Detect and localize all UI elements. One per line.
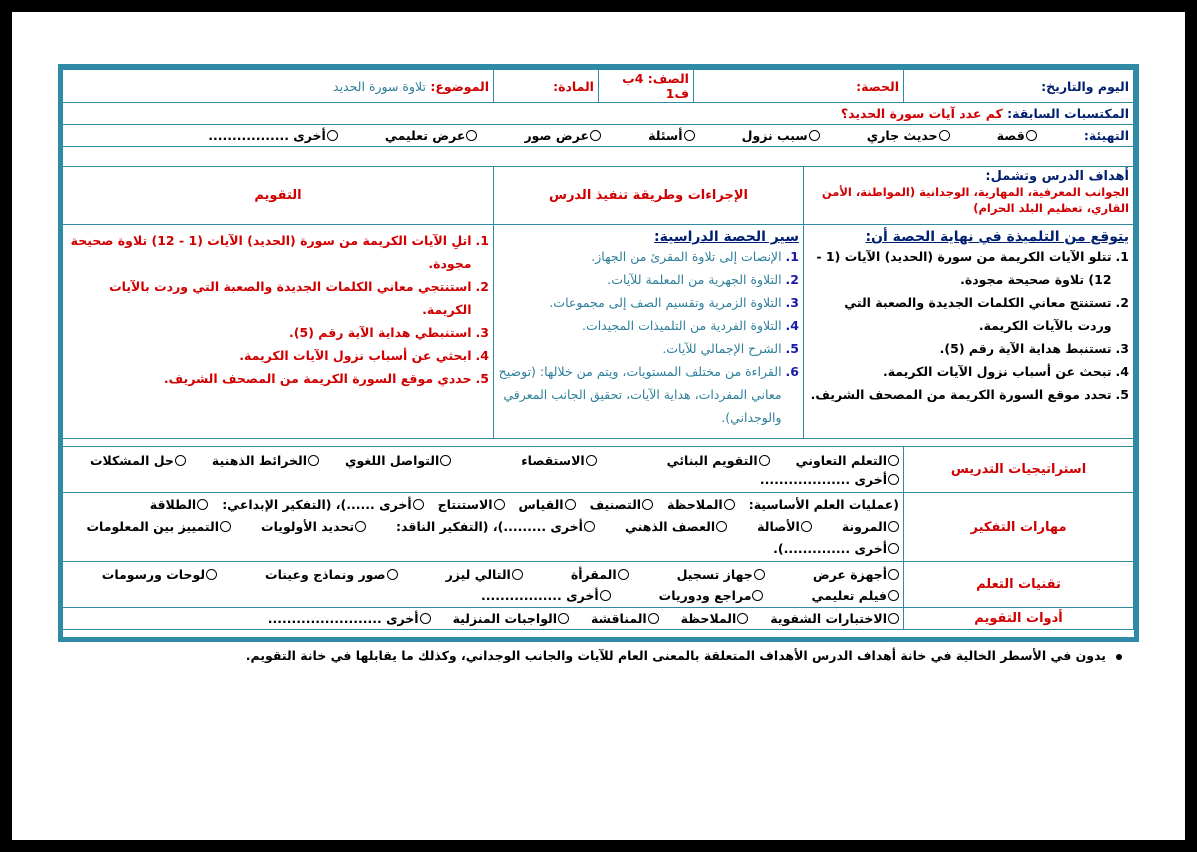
radio-icon[interactable] [600, 590, 611, 601]
thinking-prefix: (عمليات العلم الأساسية: [748, 497, 899, 512]
strategy-option[interactable]: التعلم التعاوني [796, 453, 899, 468]
technique-option[interactable]: فيلم تعليمي [811, 585, 899, 606]
goal-item: 4. تبحث عن أسباب نزول الآيات الكريمة. [882, 364, 1129, 379]
page [12, 12, 1185, 840]
strategy-option[interactable]: التواصل اللغوي [345, 453, 451, 468]
radio-icon[interactable] [512, 569, 523, 580]
radio-icon[interactable] [888, 543, 899, 554]
assessment-option[interactable]: الملاحظة [681, 611, 749, 626]
evaluation-item: 5. حددي موقع السورة الكريمة من المصحف الشريف. [163, 371, 489, 386]
technique-option[interactable]: أجهزة عرض [813, 564, 899, 585]
spacer-row [62, 439, 1133, 447]
blank-row [62, 147, 1133, 167]
column-titles-row [62, 167, 1133, 225]
radio-icon[interactable] [327, 130, 338, 141]
thinking-option[interactable]: المرونة [842, 516, 899, 538]
assessment-option[interactable]: أخرى ........................ [268, 611, 431, 626]
techniques-label: تقنيات التعلم [904, 562, 1134, 608]
thinking-option[interactable]: القياس [519, 494, 576, 516]
topic-value: تلاوة سورة الحديد [333, 78, 426, 94]
evaluation-item: 1. اتلِ الآيات الكريمة من سورة (الحديد) الآيات (1 - 12) تلاوة صحيحة مجودة. [70, 233, 489, 271]
technique-option[interactable]: لوحات ورسومات [102, 564, 217, 585]
radio-icon[interactable] [888, 613, 899, 624]
class-cell [598, 70, 693, 103]
strategies-row [62, 447, 1133, 493]
warmup-option[interactable]: عرض صور [524, 128, 601, 143]
procedures-cell [493, 225, 803, 439]
radio-icon[interactable] [440, 455, 451, 466]
warmup-option[interactable]: أخرى ................. [208, 128, 338, 143]
header-row [62, 70, 1133, 103]
radio-icon[interactable] [737, 613, 748, 624]
warmup-cell [62, 125, 1133, 147]
procedure-item: 6. القراءة من مختلف المستويات، ويتم من خلالها: (توضيح معاني المفردات، هداية الآيات، تحقيق الجانب المعرفي والوجداني). [498, 364, 799, 425]
thinking-option[interactable]: الملاحظة [667, 494, 735, 516]
assessment-option[interactable]: الاختبارات الشفوية [770, 611, 899, 626]
radio-icon[interactable] [888, 455, 899, 466]
procedure-item: 1. الإنصات إلى تلاوة المقرئ من الجهاز. [591, 249, 799, 264]
radio-icon[interactable] [642, 499, 653, 510]
radio-icon[interactable] [888, 521, 899, 532]
radio-icon[interactable] [466, 130, 477, 141]
radio-icon[interactable] [565, 499, 576, 510]
warmup-option[interactable]: قصة [997, 128, 1037, 143]
prior-row [62, 103, 1133, 125]
radio-icon[interactable] [888, 474, 899, 485]
subject-cell [493, 70, 598, 103]
thinking-option[interactable]: أخرى ......)، (التفكير الإبداعي: [222, 494, 423, 516]
thinking-other-option[interactable]: أخرى ..............). [773, 538, 899, 560]
assessment-option[interactable]: المناقشة [591, 611, 659, 626]
strategy-option[interactable]: حل المشكلات [90, 453, 186, 468]
procedure-item: 5. الشرح الإجمالي للآيات. [662, 341, 799, 356]
footnote [72, 648, 1122, 663]
content-row [62, 225, 1133, 439]
radio-icon[interactable] [387, 569, 398, 580]
radio-icon[interactable] [584, 521, 595, 532]
radio-icon[interactable] [752, 590, 763, 601]
class-label: الصف: 4ب ف1 [622, 71, 689, 101]
topic-cell [62, 70, 493, 103]
procedures-intro: سير الحصة الدراسية: [654, 229, 799, 245]
radio-icon[interactable] [558, 613, 569, 624]
warmup-row [62, 125, 1133, 147]
assessment-row [62, 608, 1133, 630]
subject-label: المادة: [553, 78, 594, 94]
lesson-plan-frame [58, 64, 1139, 642]
radio-icon[interactable] [590, 130, 601, 141]
radio-icon[interactable] [586, 455, 597, 466]
technique-option[interactable]: جهاز تسجيل [677, 564, 765, 585]
assessment-option[interactable]: الواجبات المنزلية [453, 611, 569, 626]
warmup-option[interactable]: حديث جاري [867, 128, 950, 143]
prior-cell [62, 103, 1133, 125]
thinking-row [62, 493, 1133, 562]
techniques-options-cell [62, 562, 903, 608]
radio-icon[interactable] [420, 613, 431, 624]
radio-icon[interactable] [809, 130, 820, 141]
thinking-option[interactable]: الاستنتاج [438, 494, 505, 516]
goals-intro: يتوقع من التلميذة في نهاية الحصة أن: [865, 229, 1129, 245]
thinking-label: مهارات التفكير [904, 493, 1134, 562]
prior-label: المكتسبات السابقة: [1007, 106, 1129, 121]
procedure-item: 3. التلاوة الزمرية وتقسيم الصف إلى مجموعات. [549, 295, 799, 310]
technique-option[interactable]: التالي ليزر [446, 564, 523, 585]
assessment-label: أدوات التقويم [904, 608, 1134, 630]
procedures-title: الإجراءات وطريقة تنفيذ الدرس [493, 167, 803, 225]
assessment-options-cell [62, 608, 903, 630]
procedure-item: 2. التلاوة الجهرية من المعلمة للآيات. [607, 272, 799, 287]
warmup-option[interactable]: سبب نزول [742, 128, 820, 143]
bullet-icon [1116, 654, 1122, 660]
radio-icon[interactable] [220, 521, 231, 532]
technique-option[interactable]: المقرأة [571, 564, 629, 585]
thinking-option[interactable]: العصف الذهني [625, 516, 727, 538]
warmup-option[interactable]: عرض تعليمي [385, 128, 477, 143]
radio-icon[interactable] [648, 613, 659, 624]
footnote-text: يدون في الأسطر الخالية في خانة أهداف الدرس الأهداف المتعلقة بالمعنى العام للآيات والجانب الوجداني، وكذلك ما يقابلها في خانة التقويم. [245, 648, 1106, 663]
goals-title-cell [804, 167, 1134, 225]
radio-icon[interactable] [308, 455, 319, 466]
topic-label: الموضوع: [430, 78, 489, 94]
strategy-option[interactable]: الاستقصاء [521, 453, 596, 468]
prior-value: كم عدد آيات سورة الحديد؟ [840, 106, 1003, 121]
thinking-option[interactable]: تحديد الأولويات [261, 516, 366, 538]
radio-icon[interactable] [724, 499, 735, 510]
radio-icon[interactable] [684, 130, 695, 141]
day-date-label: اليوم والتاريخ: [1041, 78, 1129, 94]
thinking-option[interactable]: الأصالة [757, 516, 812, 538]
goal-item: 1. تتلو الآيات الكريمة من سورة (الحديد) الآيات (1 - 12) تلاوة صحيحة مجودة. [816, 249, 1129, 287]
thinking-options-cell [62, 493, 903, 562]
procedure-item: 4. التلاوة الفردية من التلميذات المجيدات. [581, 318, 799, 333]
strategy-option[interactable]: الخرائط الذهنية [212, 453, 319, 468]
strategies-label: استراتيجيات التدريس [904, 447, 1134, 493]
strategy-other-option[interactable]: أخرى ................... [760, 472, 899, 487]
radio-icon[interactable] [754, 569, 765, 580]
period-cell [693, 70, 903, 103]
goal-item: 2. تستنتج معاني الكلمات الجديدة والصعبة التي وردت بالآيات الكريمة. [844, 295, 1129, 333]
radio-icon[interactable] [716, 521, 727, 532]
radio-icon[interactable] [494, 499, 505, 510]
technique-option[interactable]: صور ونماذج وعينات [265, 564, 398, 585]
goal-item: 5. تحدد موقع السورة الكريمة من المصحف الشريف. [810, 387, 1129, 402]
evaluation-item: 4. ابحثي عن أسباب نزول الآيات الكريمة. [239, 348, 489, 363]
goals-cell [804, 225, 1134, 439]
technique-option[interactable]: مراجع ودوريات [659, 585, 764, 606]
thinking-option[interactable]: الطلاقة [150, 494, 208, 516]
radio-icon[interactable] [206, 569, 217, 580]
period-label: الحصة: [856, 78, 899, 94]
radio-icon[interactable] [801, 521, 812, 532]
evaluation-title: التقويم [62, 167, 493, 225]
thinking-option[interactable]: التمييز بين المعلومات [86, 516, 231, 538]
lesson-plan-table [62, 69, 1134, 630]
thinking-option[interactable]: التصنيف [590, 494, 654, 516]
radio-icon[interactable] [888, 569, 899, 580]
goals-subtitle: الجوانب المعرفية، المهارية، الوجدانية (المواطنة، الأمن القاري، تعظيم البلد الحرام) [821, 185, 1129, 215]
warmup-option[interactable]: أسئلة [648, 128, 694, 143]
radio-icon[interactable] [618, 569, 629, 580]
goals-title: أهداف الدرس وتشمل: [985, 169, 1129, 184]
day-date-cell [904, 70, 1134, 103]
evaluation-item: 3. استنبطي هداية الآية رقم (5). [289, 325, 489, 340]
radio-icon[interactable] [1026, 130, 1037, 141]
evaluation-item: 2. استنتجي معاني الكلمات الجديدة والصعبة التي وردت بالآيات الكريمة. [109, 279, 489, 317]
strategies-options-cell [62, 447, 903, 493]
thinking-option[interactable]: أخرى .........)، (التفكير الناقد: [396, 516, 595, 538]
radio-icon[interactable] [355, 521, 366, 532]
radio-icon[interactable] [939, 130, 950, 141]
strategy-option[interactable]: التقويم البنائي [667, 453, 770, 468]
radio-icon[interactable] [175, 455, 186, 466]
technique-option[interactable]: أخرى ................. [481, 585, 611, 606]
radio-icon[interactable] [759, 455, 770, 466]
goal-item: 3. تستنبط هداية الآية رقم (5). [939, 341, 1129, 356]
warmup-label: التهيئة: [1083, 128, 1129, 143]
radio-icon[interactable] [888, 590, 899, 601]
radio-icon[interactable] [413, 499, 424, 510]
evaluation-cell [62, 225, 493, 439]
techniques-row [62, 562, 1133, 608]
radio-icon[interactable] [197, 499, 208, 510]
